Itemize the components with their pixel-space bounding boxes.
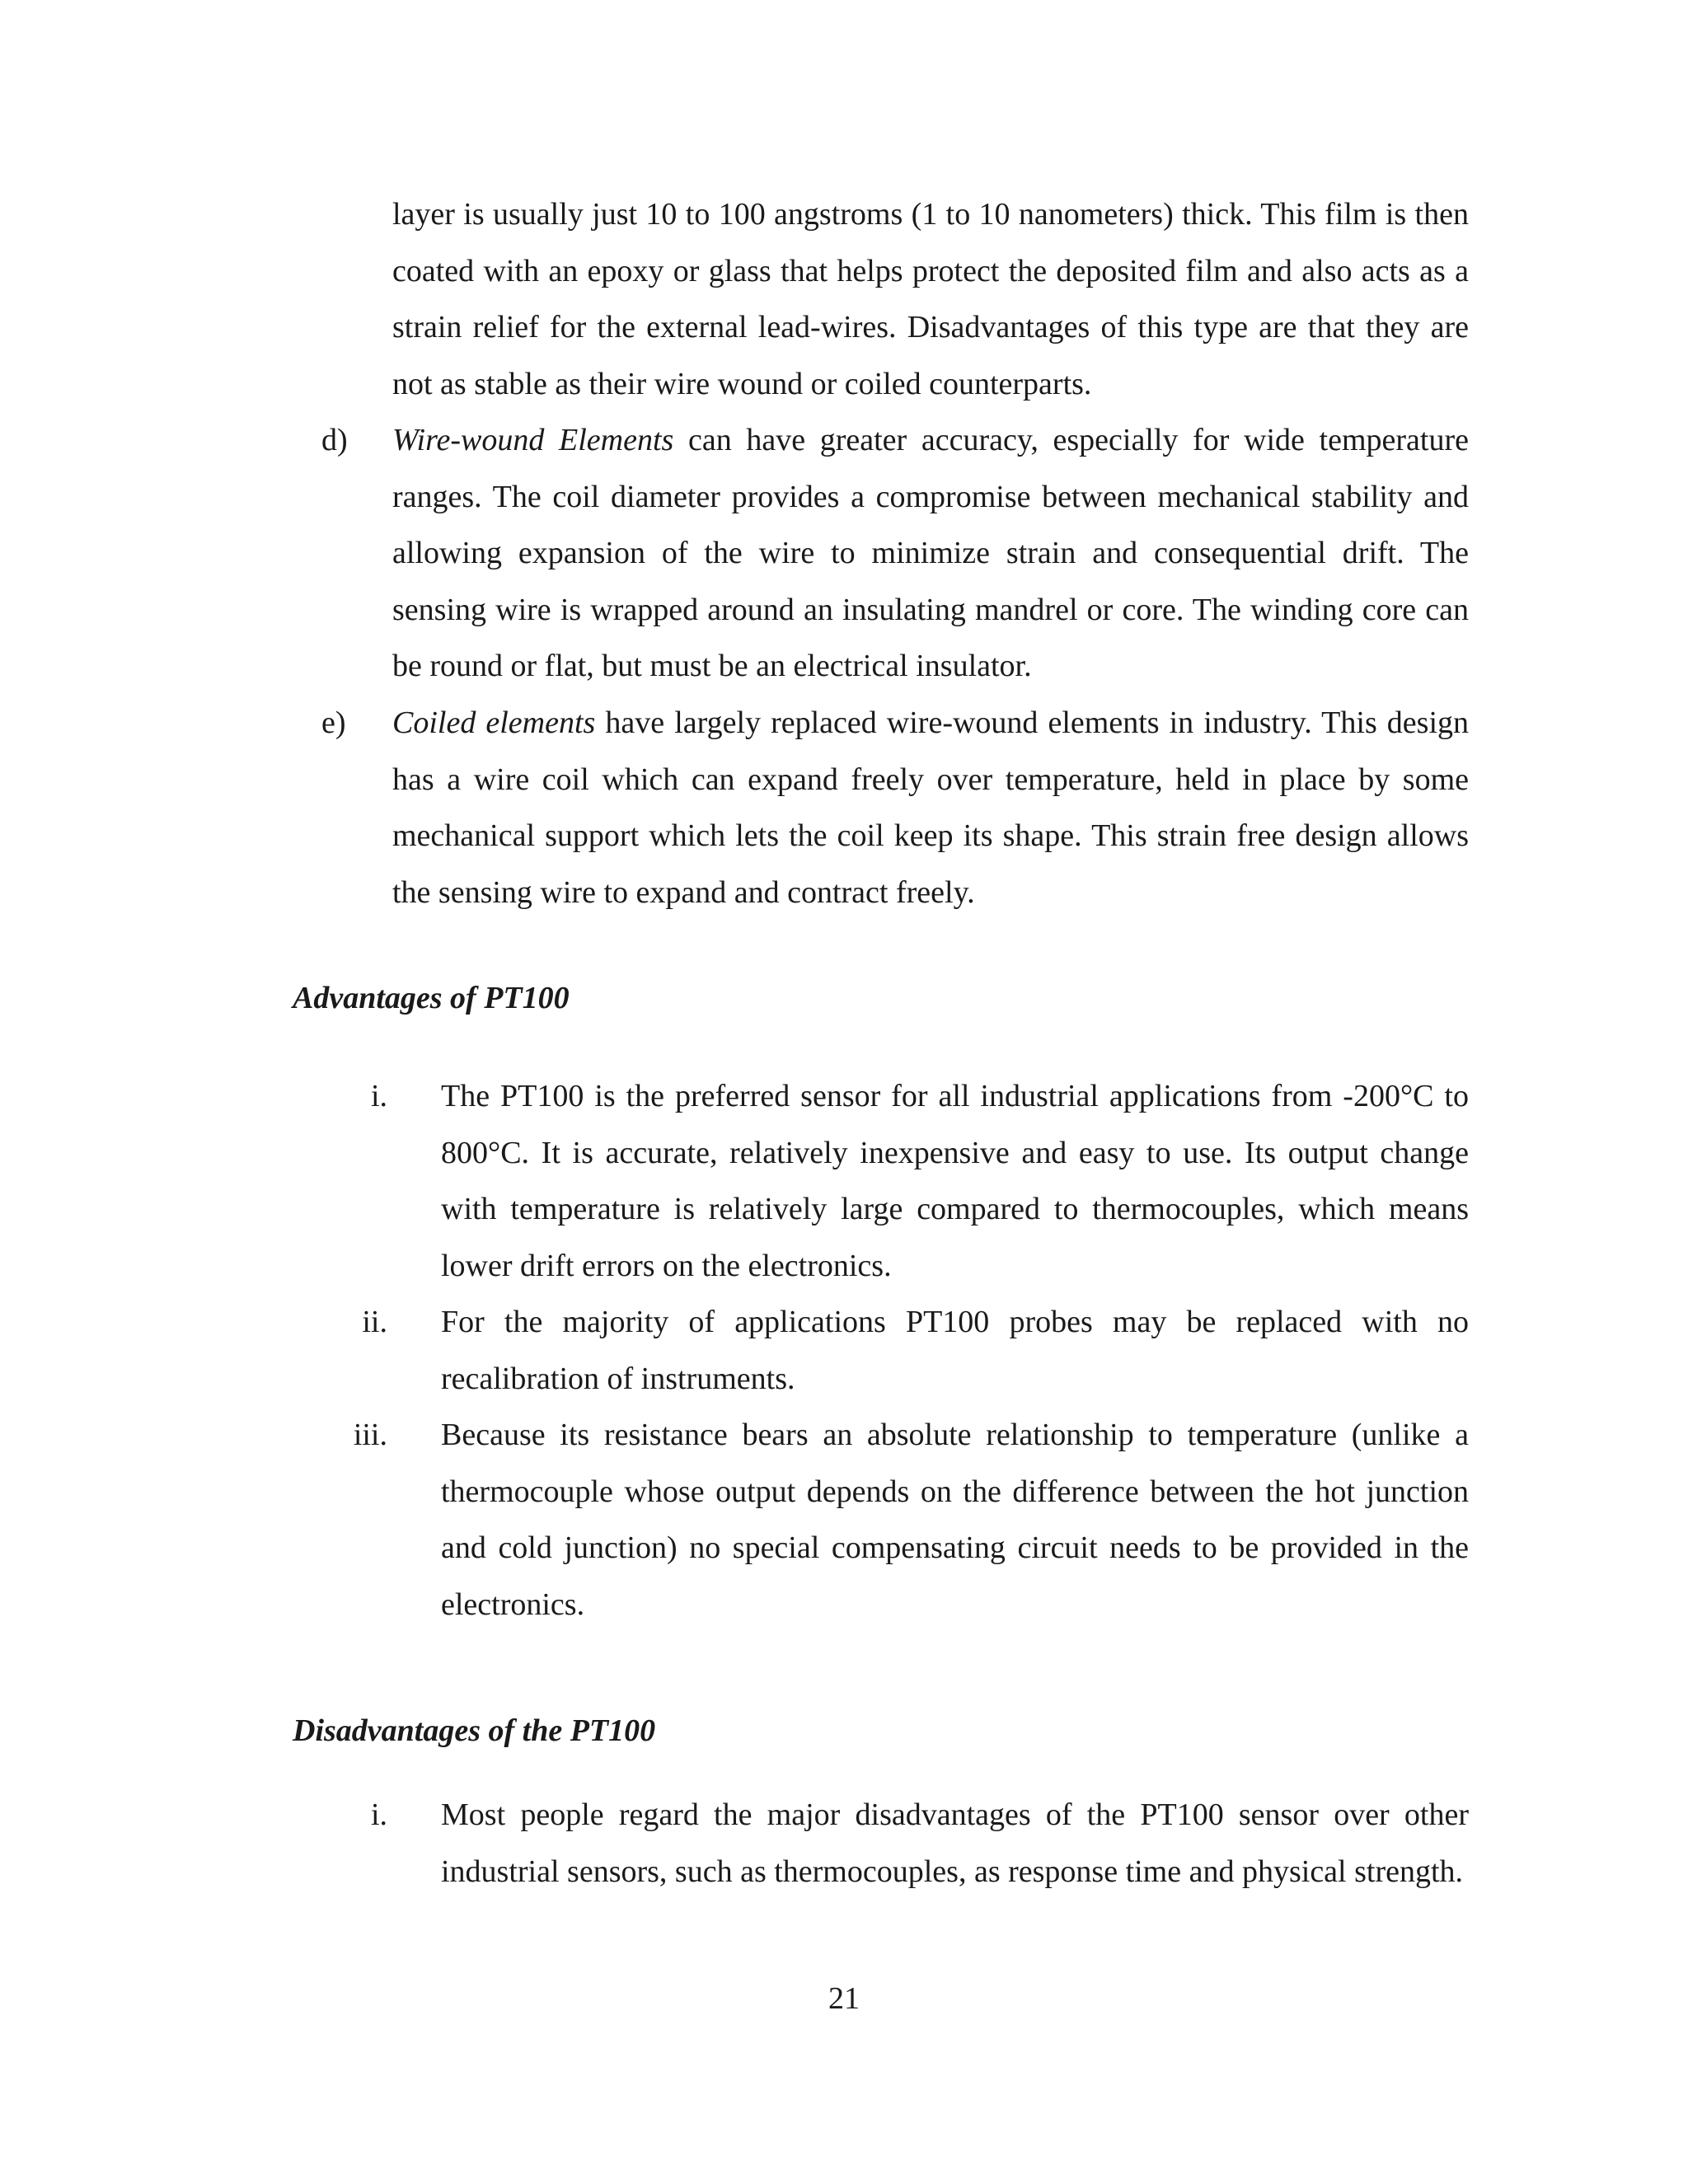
continuation-paragraph (392, 186, 1469, 412)
page-number: 21 (828, 1981, 860, 2016)
wire-wound-text: can have greater accuracy, especially for wide temperature ranges. The coil diameter provides a compromise between mechanical stability and allowing expansion of the wire to minimize strain and consequential drift. The sensing wire is wrapped around an insulating mandrel or core. The winding core can be round or flat, but must be an electrical insulator. (392, 423, 1470, 683)
list-marker-d: d) (321, 423, 348, 457)
disadvantage-marker-1: i. (370, 1797, 387, 1832)
advantage-marker-2: ii. (362, 1305, 387, 1339)
advantage-marker-1: i. (370, 1079, 387, 1113)
wire-wound-term: Wire-wound Elements (392, 423, 674, 457)
coiled-elements-paragraph (392, 695, 1469, 921)
coiled-text: have largely replaced wire-wound elements in industry. This design has a wire coil which can expand freely over temperature, held in place by some mechanical support which lets the coil keep its shape. This strain free design allows the sensing wire to expand and contract freely. (392, 705, 1469, 910)
coiled-term: Coiled elements (392, 705, 596, 740)
continuation-text: layer is usually just 10 to 100 angstroms (1 to 10 nanometers) thick. This film is then coated with an epoxy or glass that helps protect the deposited film and also acts as a strain relief for the external lead-wires. Disadvantages of this type are that they are not as stable as their wire wound or coiled counterparts. (392, 197, 1469, 401)
list-marker-e: e) (321, 705, 346, 740)
wire-wound-elements-paragraph (392, 412, 1469, 695)
advantage-item-3: Because its resistance bears an absolute relationship to temperature (unlike a thermocouple whose output depends on the difference between the hot junction and cold junction) no special compensating circuit needs to be provided in the electronics. (441, 1418, 1469, 1622)
disadvantages-heading: Disadvantages of the PT100 (293, 1713, 656, 1748)
advantage-marker-3: iii. (353, 1418, 387, 1452)
advantages-heading: Advantages of PT100 (293, 981, 570, 1015)
advantage-item-2: For the majority of applications PT100 probes may be replaced with no recalibration of instruments. (441, 1305, 1469, 1396)
advantage-item-1: The PT100 is the preferred sensor for all industrial applications from -200°C to 800°C. It is accurate, relatively inexpensive and easy to use. Its output change with temperature is relatively large compared to thermocouples, which means lower drift errors on the electronics. (441, 1079, 1469, 1283)
disadvantage-item-1: Most people regard the major disadvantages of the PT100 sensor over other industrial sensors, such as thermocouples, as response time and physical strength. (441, 1797, 1469, 1889)
